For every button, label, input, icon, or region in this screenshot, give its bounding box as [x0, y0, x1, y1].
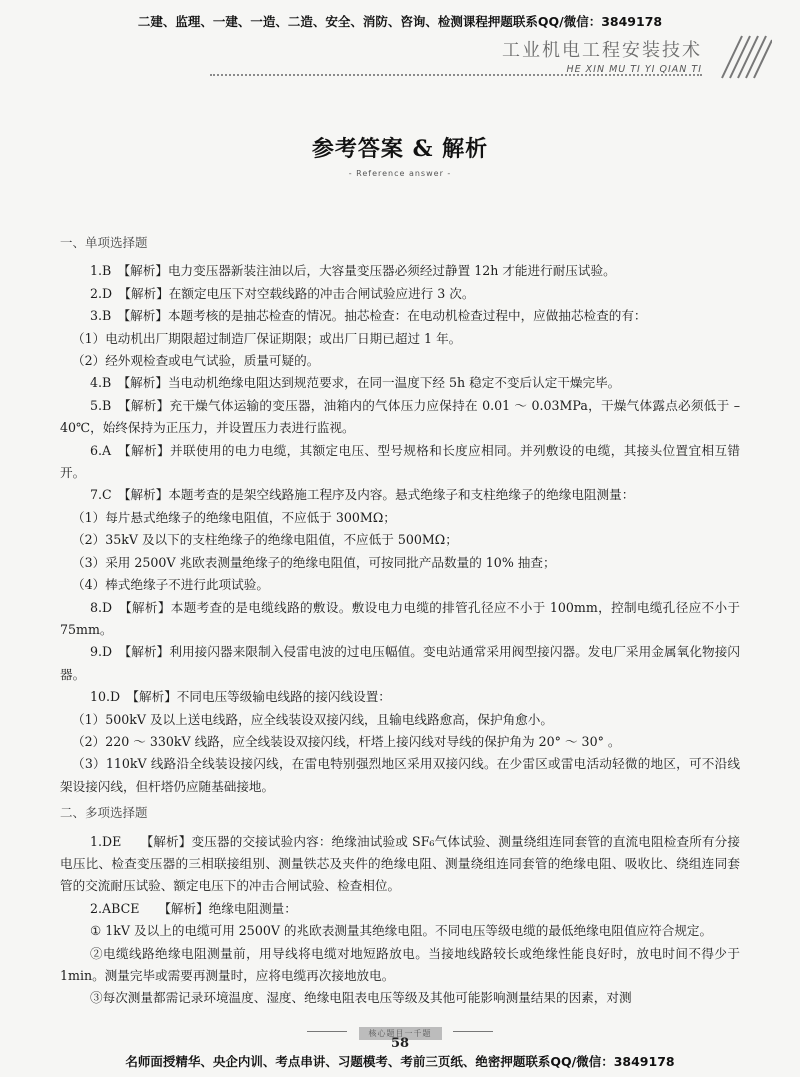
answer-paragraph: （1）电动机出厂期限超过制造厂保证期限；或出厂日期已超过 1 年。 [72, 330, 462, 346]
answer-paragraph: 5.B 【解析】充干燥气体运输的变压器，油箱内的气体压力应保持在 0.01 ～ 0.03MPa，干燥气体露点必须低于 – 40℃，始终保持为正压力，并设置压力表进行监视。 [60, 397, 740, 436]
answer-paragraph: 8.D 【解析】本题考查的是电缆线路的敷设。敷设电力电缆的排管孔径应不小于 100mm，控制电缆孔径应不小于 75mm。 [60, 599, 740, 637]
section-heading: 一、单项选择题 [60, 235, 148, 250]
section-heading: 二、多项选择题 [60, 805, 148, 821]
answer-paragraph: （1）每片悬式绝缘子的绝缘电阻值，不应低于 300MΩ； [72, 509, 396, 525]
footer-dash-left [307, 1031, 347, 1032]
answer-paragraph: （3）采用 2500V 兆欧表测量绝缘子的绝缘电阻值，可按同批产品数量的 10% 抽查； [72, 554, 556, 570]
page-title: 参考答案 & 解析 [311, 136, 489, 162]
answer-paragraph: 9.D 【解析】利用接闪器来限制入侵雷电波的过电压幅值。变电站通常采用阀型接闪器。发电厂采用金属氧化物接闪器。 [60, 644, 740, 682]
answer-paragraph: （2）35kV 及以下的支柱绝缘子的绝缘电阻值，不应低于 500MΩ； [72, 532, 458, 548]
page-number: 58 [390, 1036, 410, 1051]
answer-paragraph: （2）220 ～ 330kV 线路，应全线装设双接闪线，杆塔上接闪线对导线的保护角为 20° ～ 30° 。 [72, 733, 621, 749]
answer-title-block [0, 132, 800, 178]
book-title: 工业机电工程安装技术 [502, 40, 702, 61]
footer-dash-right [453, 1031, 493, 1032]
page-subtitle: - Reference answer - [348, 169, 452, 178]
answer-paragraph: （1）500kV 及以上送电线路，应全线装设双接闪线，且输电线路愈高，保护角愈小。 [72, 711, 553, 727]
answer-paragraph: （4）棒式绝缘子不进行此项试验。 [72, 577, 269, 593]
answer-paragraph: ① 1kV 及以上的电缆可用 2500V 的兆欧表测量其绝缘电阻。不同电压等级电缆的最低绝缘电阻值应符合规定。 [90, 923, 713, 939]
header-dotted-rule [210, 74, 702, 76]
header-stripes-decoration [712, 34, 772, 80]
answer-paragraph: 1.DE 【解析】变压器的交接试验内容：绝缘油试验或 SF₆气体试验、测量绕组连同套管的直流电阻检查所有分接电压比、检查变压器的三相联接组别、测量铁芯及夹件的绝缘电阻、测量绕组连同套管的绝缘电阻、吸收比、绕组连同套管的交流耐压试验、额定电压下的冲击合闸试验、检查相位。 [60, 833, 740, 894]
answer-paragraph: 7.C 【解析】本题考查的是架空线路施工程序及内容。悬式绝缘子和支柱绝缘子的绝缘电阻测量： [90, 487, 635, 503]
answer-paragraph: 2.ABCE 【解析】绝缘电阻测量： [90, 900, 297, 916]
answer-content [60, 232, 740, 1010]
answer-paragraph: 6.A 【解析】并联使用的电力电缆，其额定电压、型号规格和长度应相同。并列敷设的电缆，其接头位置宜相互错开。 [60, 442, 740, 481]
bottom-contact-banner: 名师面授精华、央企内训、考点串讲、习题模考、考前三页纸、绝密押题联系QQ/微信：3849178 [125, 1054, 675, 1069]
answer-paragraph: 2.D 【解析】在额定电压下对空载线路的冲击合闸试验应进行 3 次。 [90, 285, 475, 301]
running-header [472, 34, 772, 84]
answer-paragraph: （3）110kV 线路沿全线装设接闪线，在雷电特别强烈地区采用双接闪线。在少雷区或雷电活动轻微的地区，可不沿线架设接闪线，但杆塔仍应随基础接地。 [60, 756, 740, 794]
footer-book-label: 核心题目一千题 [359, 1027, 442, 1040]
answer-paragraph: （2）经外观检查或电气试验，质量可疑的。 [72, 353, 320, 369]
top-contact-banner: 二建、监理、一建、一造、二造、安全、消防、咨询、检测课程押题联系QQ/微信：3849178 [137, 14, 663, 29]
answer-paragraph: 4.B 【解析】当电动机绝缘电阻达到规范要求，在同一温度下经 5h 稳定不变后认定干燥完毕。 [90, 375, 621, 391]
answer-paragraph: ③每次测量都需记录环境温度、湿度、绝缘电阻表电压等级及其他可能影响测量结果的因素，对测 [90, 990, 632, 1006]
answer-paragraph: 10.D 【解析】不同电压等级输电线路的接闪线设置： [90, 689, 391, 705]
answer-paragraph: 3.B 【解析】本题考核的是抽芯检查的情况。抽芯检查：在电动机检查过程中，应做抽芯检查的有： [90, 308, 647, 324]
book-pinyin-subtitle: HE XIN MU TI YI QIAN TI [566, 64, 702, 75]
answer-paragraph: ②电缆线路绝缘电阻测量前，用导线将电缆对地短路放电。当接地线路较长或绝缘性能良好时，放电时间不得少于 1min。测量完毕或需要再测量时，应将电缆再次接地放电。 [60, 945, 740, 983]
answer-paragraph: 1.B 【解析】电力变压器新装注油以后，大容量变压器必须经过静置 12h 才能进行耐压试验。 [90, 263, 616, 279]
